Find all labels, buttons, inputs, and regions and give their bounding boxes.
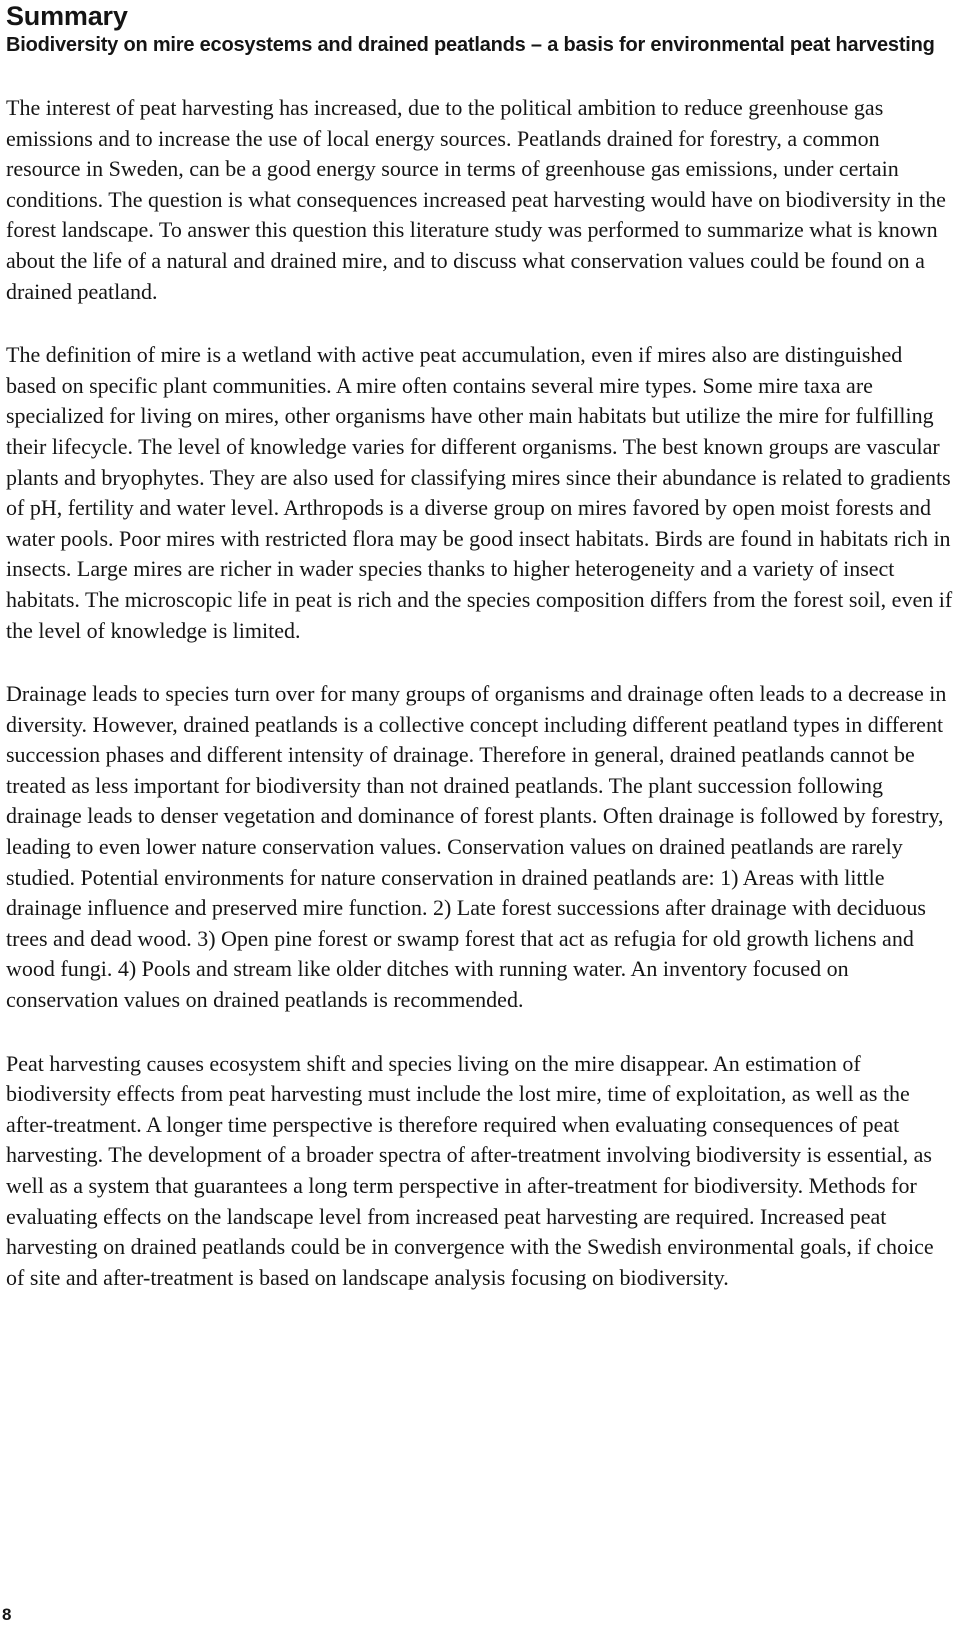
paragraph-mire-definition: The definition of mire is a wetland with active peat accumulation, even if mires also are distinguished based on specific plant communities. A mire often contains several mire types. Some mire taxa are specialized for living on mires, other organisms have other main habitats but utilize the mire for fulfilling their lifecycle. The level of knowledge varies for different organisms. The best known groups are vascular plants and bryophytes. They are also used for classifying mires since their abundance is related to gradients of pH, fertility and water level. Arthropods is a diverse group on mires favored by open moist forests and water pools. Poor mires with restricted flora may be good insect habitats. Birds are found in habitats rich in insects. Large mires are richer in wader species thanks to higher heterogeneity and a variety of insect habitats. The microscopic life in peat is rich and the species composition differs from the forest soil, even if the level of knowledge is limited. — [6, 342, 953, 643]
paragraph-drainage: Drainage leads to species turn over for many groups of organisms and drainage often leads to a decrease in diversity. However, drained peatlands is a collective concept including different peatland types in different succession phases and different intensity of drainage. Therefore in general, drained peatlands cannot be treated as less important for biodiversity than not drained peatlands. The plant succession following drainage leads to denser vegetation and dominance of forest plants. Often drainage is followed by forestry, leading to even lower nature conservation values. Conservation values on drained peatlands are rarely studied. Potential environments for nature conservation in drained peatlands are: 1) Areas with little drainage influence and preserved mire function. 2) Late forest successions after drainage with deciduous trees and dead wood. 3) Open pine forest or swamp forest that act as refugia for old growth lichens and wood fungi. 4) Pools and stream like older ditches with running water. An inventory focused on conservation values on drained peatlands is recommended. — [6, 681, 947, 1013]
page-heading: Summary — [6, 1, 128, 31]
document-body — [6, 93, 954, 1293]
paragraph-peat-harvesting: Peat harvesting causes ecosystem shift and species living on the mire disappear. An estimation of biodiversity effects from peat harvesting must include the lost mire, time of exploitation, as well as the after-treatment. A longer time perspective is therefore required when evaluating consequences of peat harvesting. The development of a broader spectra of after-treatment involving biodiversity is essential, as well as a system that guarantees a long term perspective in after-treatment for biodiversity. Methods for evaluating effects on the landscape level from increased peat harvesting are required. Increased peat harvesting on drained peatlands could be in convergence with the Swedish environmental goals, if choice of site and after-treatment is based on landscape analysis focusing on biodiversity. — [6, 1050, 934, 1290]
paragraph-intro: The interest of peat harvesting has increased, due to the political ambition to reduce greenhouse gas emissions and to increase the use of local energy sources. Peatlands drained for forestry, a common resource in Sweden, can be a good energy source in terms of greenhouse gas emissions, under certain conditions. The question is what consequences increased peat harvesting would have on biodiversity in the forest landscape. To answer this question this literature study was performed to summarize what is known about the life of a natural and drained mire, and to discuss what conservation values could be found on a drained peatland. — [6, 95, 946, 304]
document-page — [6, 0, 954, 1293]
document-subtitle: Biodiversity on mire ecosystems and drained peatlands – a basis for environmental peat harvesting — [6, 34, 935, 56]
page-number: 8 — [2, 1605, 12, 1624]
